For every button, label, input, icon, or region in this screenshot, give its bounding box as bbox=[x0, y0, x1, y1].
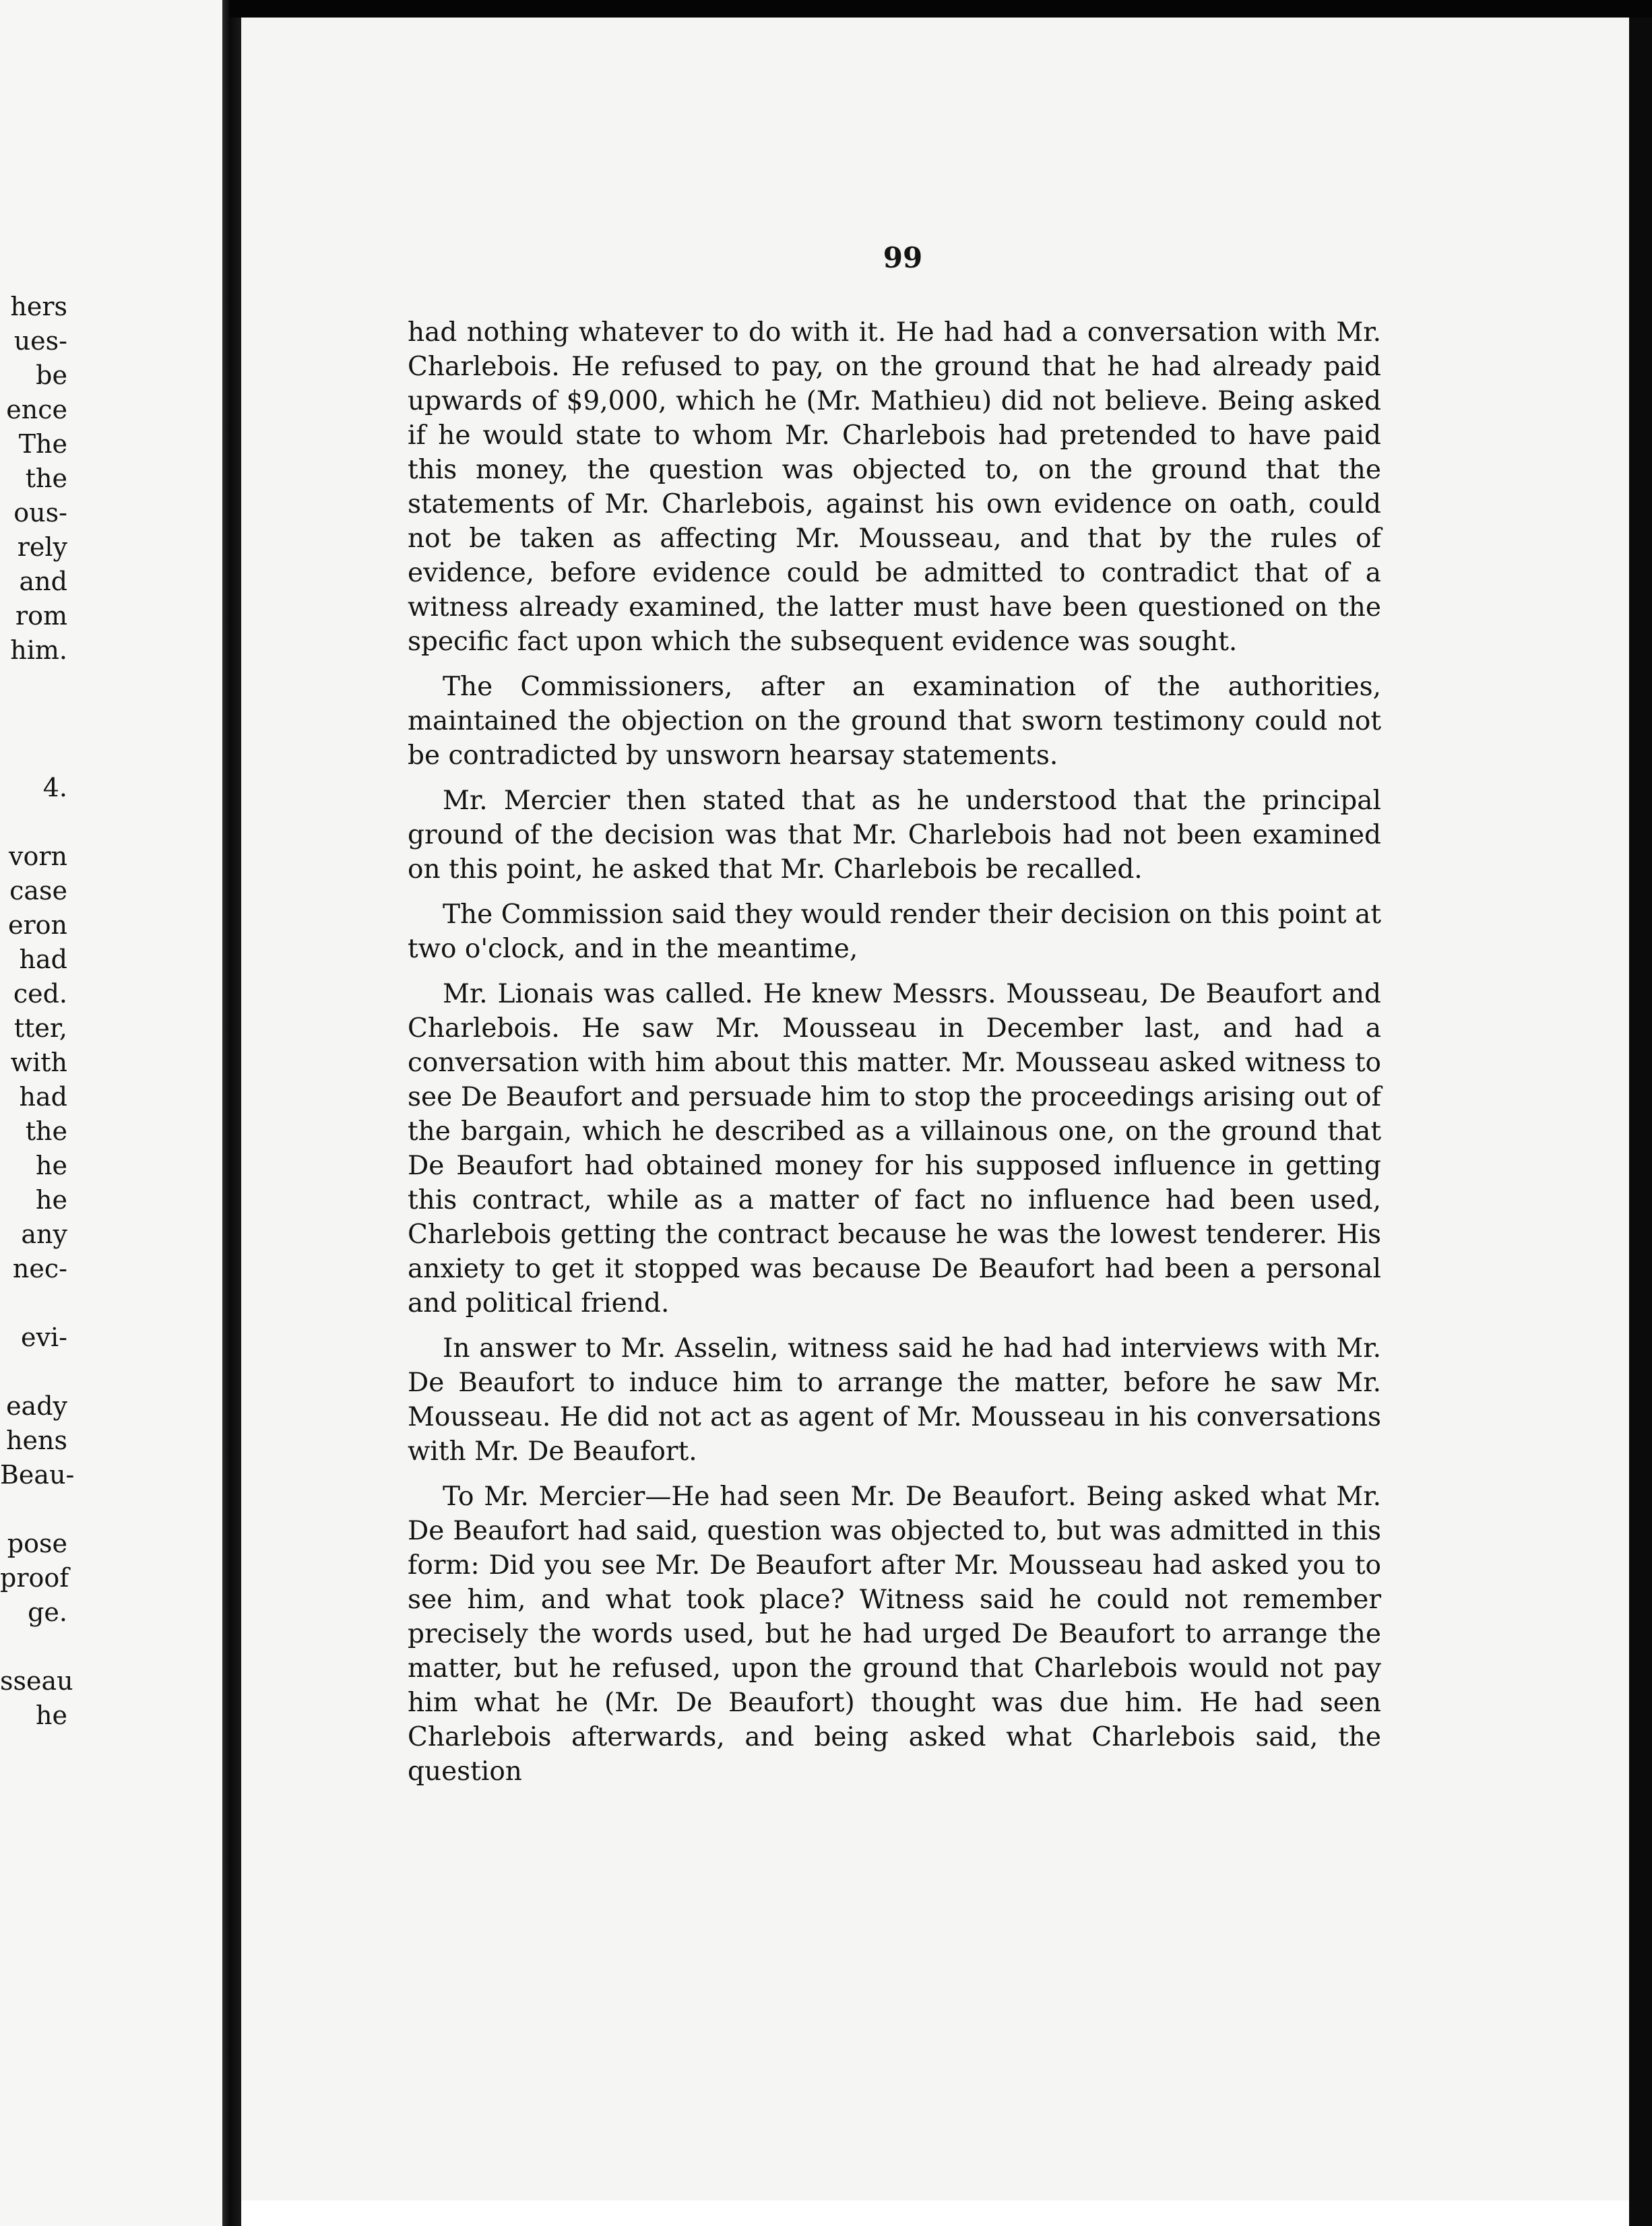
left-page-text-fragments bbox=[0, 290, 75, 1733]
left-fragment-line: proof bbox=[0, 1563, 69, 1593]
paragraph: To Mr. Mercier—He had seen Mr. De Beaufort. Being asked what Mr. De Beaufort had said, question was objected to, but was admitted in this form: Did you see Mr. De Beaufort after Mr. Mousseau had asked you to see him, and what took place? Witness said he could not remember precisely the words used, but he had urged De Beaufort to arrange the matter, but he refused, upon the ground that Charlebois would not pay him what he (Mr. De Beaufort) thought was due him. He had seen Charlebois afterwards, and being asked what Charlebois said, the question bbox=[408, 1482, 1381, 1787]
left-fragment-line: ence bbox=[6, 395, 67, 424]
left-fragment-line: ced. bbox=[13, 979, 67, 1009]
left-fragment-line: The bbox=[18, 429, 67, 459]
paragraph: Mr. Mercier then stated that as he understood that the principal ground of the decision was that Mr. Charlebois had not been examined on this point, he asked that Mr. Charlebois be recalled. bbox=[408, 786, 1381, 885]
left-fragment-line: rom bbox=[15, 601, 67, 631]
left-fragment-line: had bbox=[19, 1082, 67, 1112]
left-fragment-line: hers bbox=[10, 292, 67, 321]
scan-border-right bbox=[1629, 18, 1652, 2226]
left-fragment-line: ues- bbox=[13, 326, 67, 356]
left-fragment-line: had bbox=[19, 945, 67, 974]
left-fragment-line: he bbox=[36, 1185, 67, 1215]
left-fragment-line: eron bbox=[7, 910, 67, 940]
book-gutter bbox=[222, 0, 241, 2226]
left-fragment-line bbox=[0, 702, 67, 736]
paragraph: The Commissioners, after an examination of the authorities, maintained the objection on the ground that sworn testimony could not be contradicted by unsworn hearsay statements. bbox=[408, 672, 1381, 771]
paragraph: In answer to Mr. Asselin, witness said he had had interviews with Mr. De Beaufort to induce him to arrange the matter, before he saw Mr. Mousseau. He did not act as agent of Mr. Mousseau in his conversations with Mr. De Beaufort. bbox=[408, 1333, 1381, 1467]
left-fragment-line: tter, bbox=[13, 1013, 67, 1043]
left-fragment-line: he bbox=[36, 1151, 67, 1180]
left-fragment-line: eady bbox=[6, 1391, 67, 1421]
left-fragment-line: rely bbox=[17, 532, 67, 562]
left-fragment-line bbox=[0, 1492, 67, 1527]
left-fragment-line: Beau- bbox=[0, 1460, 75, 1490]
left-fragment-line bbox=[0, 805, 67, 839]
left-fragment-line: evi- bbox=[21, 1323, 67, 1352]
left-fragment-line: he bbox=[36, 1700, 67, 1730]
scan-border-top bbox=[229, 0, 1652, 18]
left-fragment-line bbox=[0, 1355, 67, 1389]
left-fragment-line: ge. bbox=[28, 1597, 67, 1627]
body-text bbox=[408, 315, 1381, 1800]
left-fragment-line: him. bbox=[10, 635, 67, 665]
left-fragment-line bbox=[0, 668, 67, 702]
paragraph: Mr. Lionais was called. He knew Messrs. Mousseau, De Beaufort and Charlebois. He saw Mr. Mousseau in December last, and had a conversation with him about this matter. Mr. Mousseau asked witness to see De Beaufort and persuade him to stop the proceedings arising out of the bargain, which he described as a villainous one, on the ground that De Beaufort had obtained money for his supposed influence in getting this contract, while as a matter of fact no influence had been used, Charlebois getting the contract because he was the lowest tenderer. His anxiety to get it stopped was because De Beaufort had been a personal and political friend. bbox=[408, 979, 1381, 1318]
left-fragment-line: case bbox=[9, 876, 67, 905]
left-fragment-line: and bbox=[19, 567, 67, 596]
left-fragment-line: sseau bbox=[0, 1666, 73, 1696]
left-fragment-line: nec- bbox=[12, 1254, 67, 1283]
left-fragment-line bbox=[0, 1286, 67, 1321]
left-fragment-line bbox=[0, 1630, 67, 1664]
left-fragment-line: vorn bbox=[9, 841, 67, 871]
paragraph: The Commission said they would render their decision on this point at two o'clock, and in the meantime, bbox=[408, 899, 1381, 964]
left-fragment-line: the bbox=[25, 1116, 67, 1146]
left-fragment-line: be bbox=[36, 360, 67, 390]
left-fragment-line: pose bbox=[7, 1529, 67, 1558]
left-fragment-line: any bbox=[21, 1219, 67, 1249]
paragraph: had nothing whatever to do with it. He had had a conversation with Mr. Charlebois. He refused to pay, on the ground that he had already paid upwards of $9,000, which he (Mr. Mathieu) did not believe. Being asked if he would state to whom Mr. Charlebois had pretended to have paid this money, the question was objected to, on the ground that the statements of Mr. Charlebois, against his own evidence on oath, could not be taken as affecting Mr. Mousseau, and that by the rules of evidence, before evidence could be admitted to contradict that of a witness already examined, the latter must have been questioned on the specific fact upon which the subsequent evidence was sought. bbox=[408, 317, 1381, 657]
page-number: 99 bbox=[883, 241, 923, 274]
left-fragment-line: ous- bbox=[13, 498, 67, 528]
left-fragment-line bbox=[0, 736, 67, 771]
left-fragment-line: the bbox=[25, 464, 67, 493]
left-fragment-line: hens bbox=[6, 1426, 67, 1455]
left-fragment-line: with bbox=[10, 1048, 67, 1077]
left-fragment-line: 4. bbox=[42, 773, 67, 802]
